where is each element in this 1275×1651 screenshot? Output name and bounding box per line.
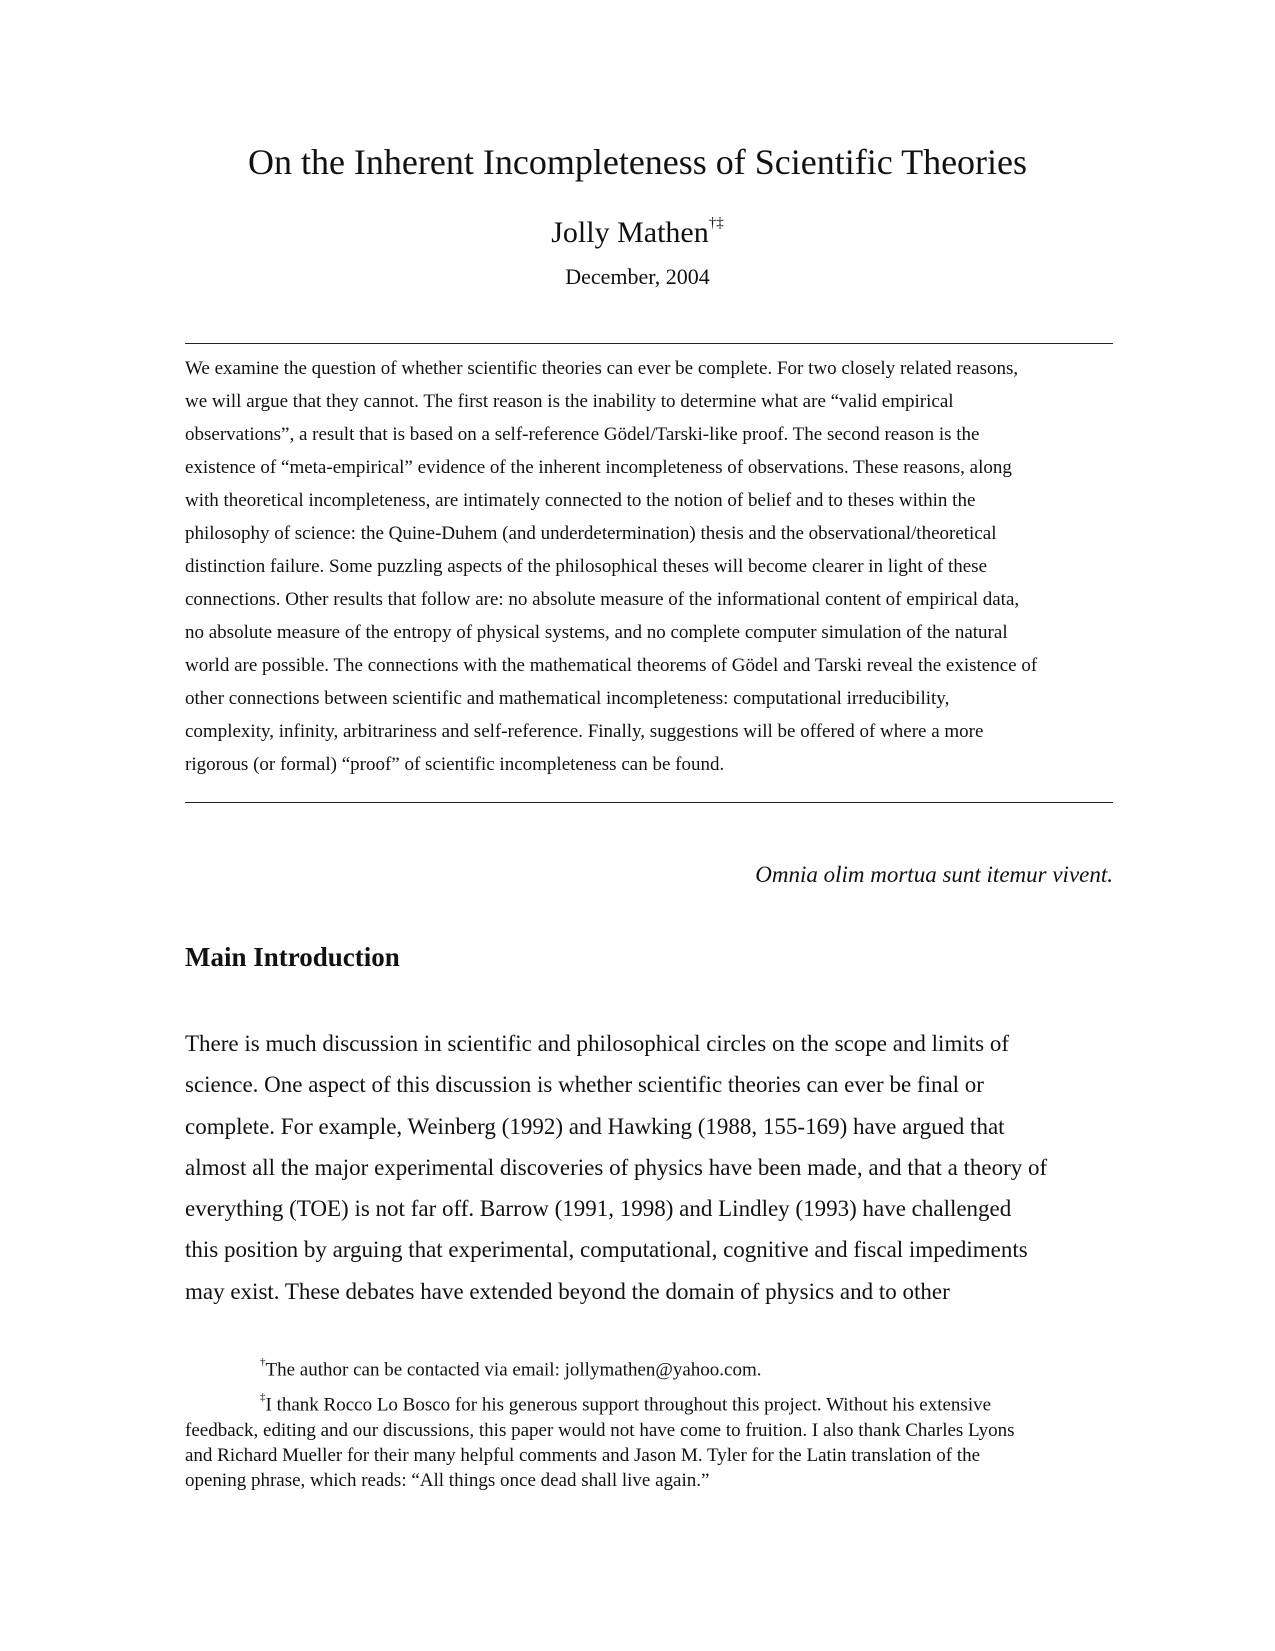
body-line: There is much discussion in scientific and philosophical circles on the scope and limits of xyxy=(185,1031,1009,1056)
paper-title: On the Inherent Incompleteness of Scientific Theories xyxy=(247,142,1028,182)
abstract xyxy=(185,352,1115,781)
footnote-2-mark: ‡ xyxy=(260,1391,266,1404)
abstract-line: connections. Other results that follow are: no absolute measure of the informational content of empirical data, xyxy=(185,589,1020,610)
abstract-line: no absolute measure of the entropy of physical systems, and no complete computer simulation of the natural xyxy=(185,622,1008,643)
footnote-1-mark: † xyxy=(260,1356,266,1368)
footnote-1 xyxy=(185,1353,1115,1382)
body-line: science. One aspect of this discussion is whether scientific theories can ever be final or xyxy=(185,1072,984,1098)
body-paragraph xyxy=(185,1023,1115,1312)
footnote-2-line: feedback, editing and our discussions, this paper would not have come to fruition. I also thank Charles Lyons xyxy=(185,1419,1015,1441)
footnote-2-line: and Richard Mueller for their many helpful comments and Jason M. Tyler for the Latin translation of the xyxy=(185,1444,981,1466)
abstract-line: existence of “meta-empirical” evidence of the inherent incompleteness of observations. These reasons, along xyxy=(185,457,1012,478)
abstract-line: we will argue that they cannot. The first reason is the inability to determine what are “valid empirical xyxy=(185,391,954,412)
footnote-1-text: The author can be contacted via email: jollymathen@yahoo.com. xyxy=(265,1359,762,1381)
abstract-bottom-rule xyxy=(185,802,1113,803)
author-footnote-marks: †‡ xyxy=(708,215,724,231)
body-line: may exist. These debates have extended beyond the domain of physics and to other xyxy=(185,1278,950,1304)
abstract-line: We examine the question of whether scientific theories can ever be complete. For two closely related reasons, xyxy=(185,358,1019,379)
abstract-line: world are possible. The connections with the mathematical theorems of Gödel and Tarski reveal the existence of xyxy=(185,655,1038,676)
abstract-line: rigorous (or formal) “proof” of scientific incompleteness can be found. xyxy=(185,754,725,775)
abstract-line: philosophy of science: the Quine-Duhem (and underdetermination) thesis and the observational/theoretical xyxy=(185,523,997,544)
footnotes xyxy=(185,1353,1115,1493)
paper-date: December, 2004 xyxy=(565,264,710,289)
body-line: complete. For example, Weinberg (1992) and Hawking (1988, 155-169) have argued that xyxy=(185,1113,1005,1139)
body-line: almost all the major experimental discoveries of physics have been made, and that a theory of xyxy=(185,1154,1048,1180)
abstract-line: observations”, a result that is based on a self-reference Gödel/Tarski-like proof. The second reason is the xyxy=(185,424,980,445)
author-name: Jolly Mathen xyxy=(551,216,709,249)
abstract-line: with theoretical incompleteness, are intimately connected to the notion of belief and to theses within the xyxy=(185,490,976,511)
footnote-2-first-line: I thank Rocco Lo Bosco for his generous support throughout this project. Without his extensive xyxy=(265,1394,992,1416)
body-line: everything (TOE) is not far off. Barrow (1991, 1998) and Lindley (1993) have challenged xyxy=(185,1196,1012,1222)
footnote-2 xyxy=(185,1388,1115,1417)
footnote-2-line: opening phrase, which reads: “All things once dead shall live again.” xyxy=(185,1469,710,1491)
abstract-line: complexity, infinity, arbitrariness and self-reference. Finally, suggestions will be offered of where a more xyxy=(185,721,984,742)
epigraph: Omnia olim mortua sunt itemur vivent. xyxy=(755,862,1113,887)
abstract-line: other connections between scientific and mathematical incompleteness: computational irreducibility, xyxy=(185,688,950,709)
section-heading: Main Introduction xyxy=(185,942,400,972)
abstract-top-rule xyxy=(185,343,1113,344)
abstract-line: distinction failure. Some puzzling aspects of the philosophical theses will become clearer in light of these xyxy=(185,556,987,577)
author-line xyxy=(0,208,1275,252)
body-line: this position by arguing that experimental, computational, cognitive and fiscal impediments xyxy=(185,1237,1028,1263)
